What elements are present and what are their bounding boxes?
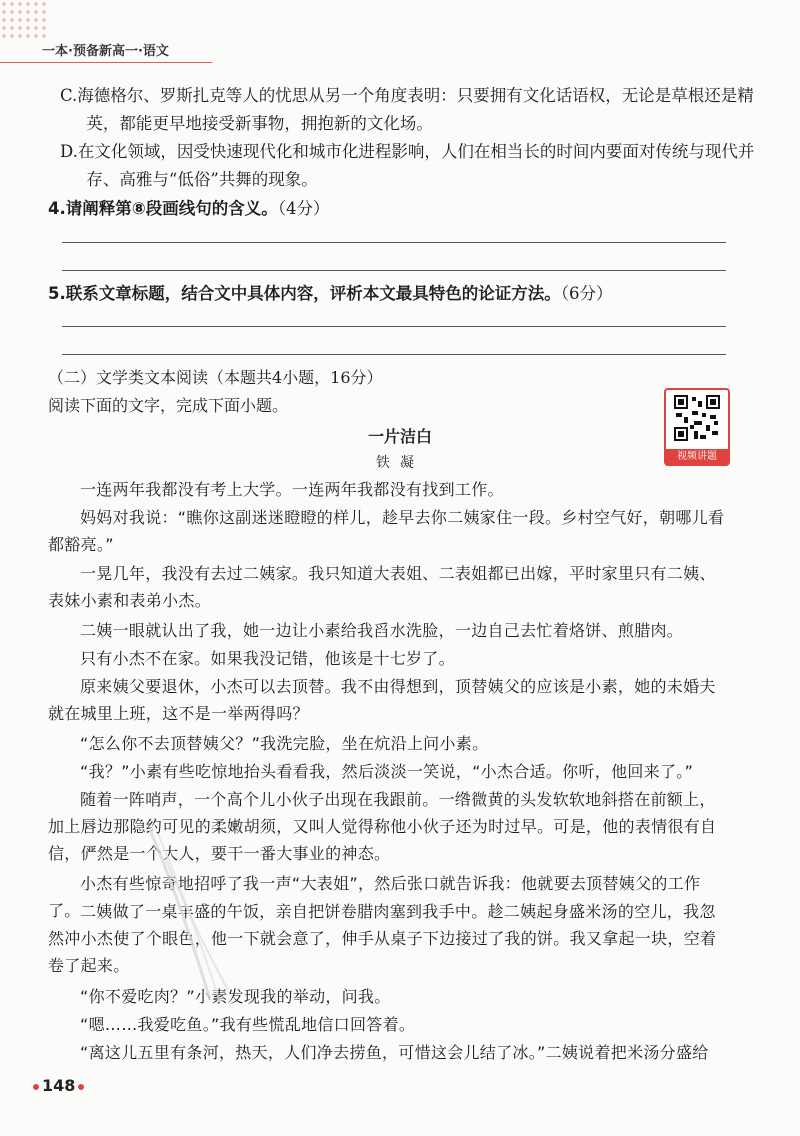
- question-5-text: 联系文章标题，结合文中具体内容，评析本文最具特色的论证方法。: [65, 284, 561, 303]
- paragraph: “怎么你不去顶替姨父？”我洗完脸，坐在炕沿上问小素。: [80, 734, 489, 753]
- question-4-number: 4.: [48, 199, 66, 218]
- paragraph: 只有小杰不在家。如果我没记错，他该是十七岁了。: [80, 649, 455, 668]
- story-author: 铁凝: [376, 455, 424, 471]
- paragraph: 妈妈对我说：“瞧你这副迷迷瞪瞪的样儿，趁早去你二姨家住一段。乡村空气好，朝哪儿看都豁亮。”: [48, 508, 725, 554]
- paragraph: 二姨一眼就认出了我，她一边让小素给我舀水洗脸，一边自己去忙着烙饼、煎腊肉。: [80, 621, 684, 640]
- paragraph: 一晃几年，我没有去过二姨家。我只知道大表姐、二表姐都已出嫁，平时家里只有二姨、表妹小素和表弟小杰。: [48, 564, 716, 610]
- paragraph: 二姨做了一桌丰盛的午饭，亲自把饼卷腊肉塞到我手中。趁二姨起身盛米汤的空儿，我忽然冲小杰使了个眼色，他一下就会意了，伸手从桌子下边接过了我的饼。我又拿起一块，空着卷了起来。: [48, 902, 717, 975]
- answer-line[interactable]: [62, 354, 726, 355]
- paragraph: 随着一阵哨声，一个高个儿小伙子出现在我跟前。一绺微黄的头发软软地斜搭在前额上，加上唇边那隐约可见的柔嫩胡须，又叫人觉得称他小伙子还为时过早。可是，他的表情很有自信，俨然是一个大人，要干一番大事业的神态。: [48, 790, 717, 863]
- page-number-text: 148: [42, 1076, 76, 1095]
- question-4: [48, 197, 738, 221]
- header-accent-line: [0, 62, 42, 63]
- question-4-text: 请阐释第⑧段画线句的含义。: [65, 199, 278, 218]
- corner-dot-pattern: [0, 0, 46, 40]
- section-instruction: 阅读下面的文字，完成下面小题。: [48, 396, 289, 415]
- paragraph: “离这儿五里有条河，热天，人们净去捞鱼，可惜这会儿结了冰。”二姨说着把米汤分盛给: [80, 1043, 709, 1062]
- page-number-dot: [78, 1084, 84, 1090]
- story-title: 一片洁白: [367, 427, 432, 446]
- question-5-number: 5.: [48, 284, 66, 303]
- page-number-dot: [33, 1084, 39, 1090]
- option-c: C.海德格尔、罗斯扎克等人的忧思从另一个角度表明：只要拥有文化话语权，无论是草根还是精英，都能更早地接受新事物，拥抱新的文化场。: [60, 86, 754, 133]
- paragraph: “我？”小素有些吃惊地抬头看看我，然后淡淡一笑说，“小杰合适。你听，他回来了。”: [80, 762, 694, 781]
- paragraph: “嗯……我爱吃鱼。”我有些慌乱地信口回答着。: [80, 1015, 416, 1034]
- question-5: [48, 282, 738, 306]
- paragraph: “你不爱吃肉？”小素发现我的举动，问我。: [80, 987, 391, 1006]
- option-d: D.在文化领域，因受快速现代化和城市化进程影响，人们在相当长的时间内要面对传统与现代并存、高雅与“低俗”共舞的现象。: [60, 142, 755, 189]
- paragraph: 一连两年我都没有考上大学。一连两年我都没有找到工作。: [80, 480, 504, 499]
- answer-line[interactable]: [62, 326, 726, 327]
- paragraph: 原来姨父要退休，小杰可以去顶替。我不由得想到，顶替姨父的应该是小素，她的未婚夫就在城里上班，这不是一举两得吗？: [48, 677, 716, 723]
- question-5-points: （6分）: [560, 284, 613, 303]
- answer-line[interactable]: [62, 242, 726, 243]
- qr-label: 视频讲题: [666, 449, 728, 464]
- page-number: [30, 1076, 87, 1095]
- question-4-points: （4分）: [277, 199, 330, 218]
- section-title: （二）文学类文本阅读（本题共4小题，16分）: [48, 368, 383, 387]
- header-rule: [42, 62, 212, 63]
- running-header: 一本·预备新高一·语文: [42, 44, 169, 59]
- answer-line[interactable]: [62, 270, 726, 271]
- paragraph: 小杰有些惊奇地招呼了我一声“大表姐”，然后张口就告诉我：他就要去顶替姨父的工作了。: [48, 874, 701, 920]
